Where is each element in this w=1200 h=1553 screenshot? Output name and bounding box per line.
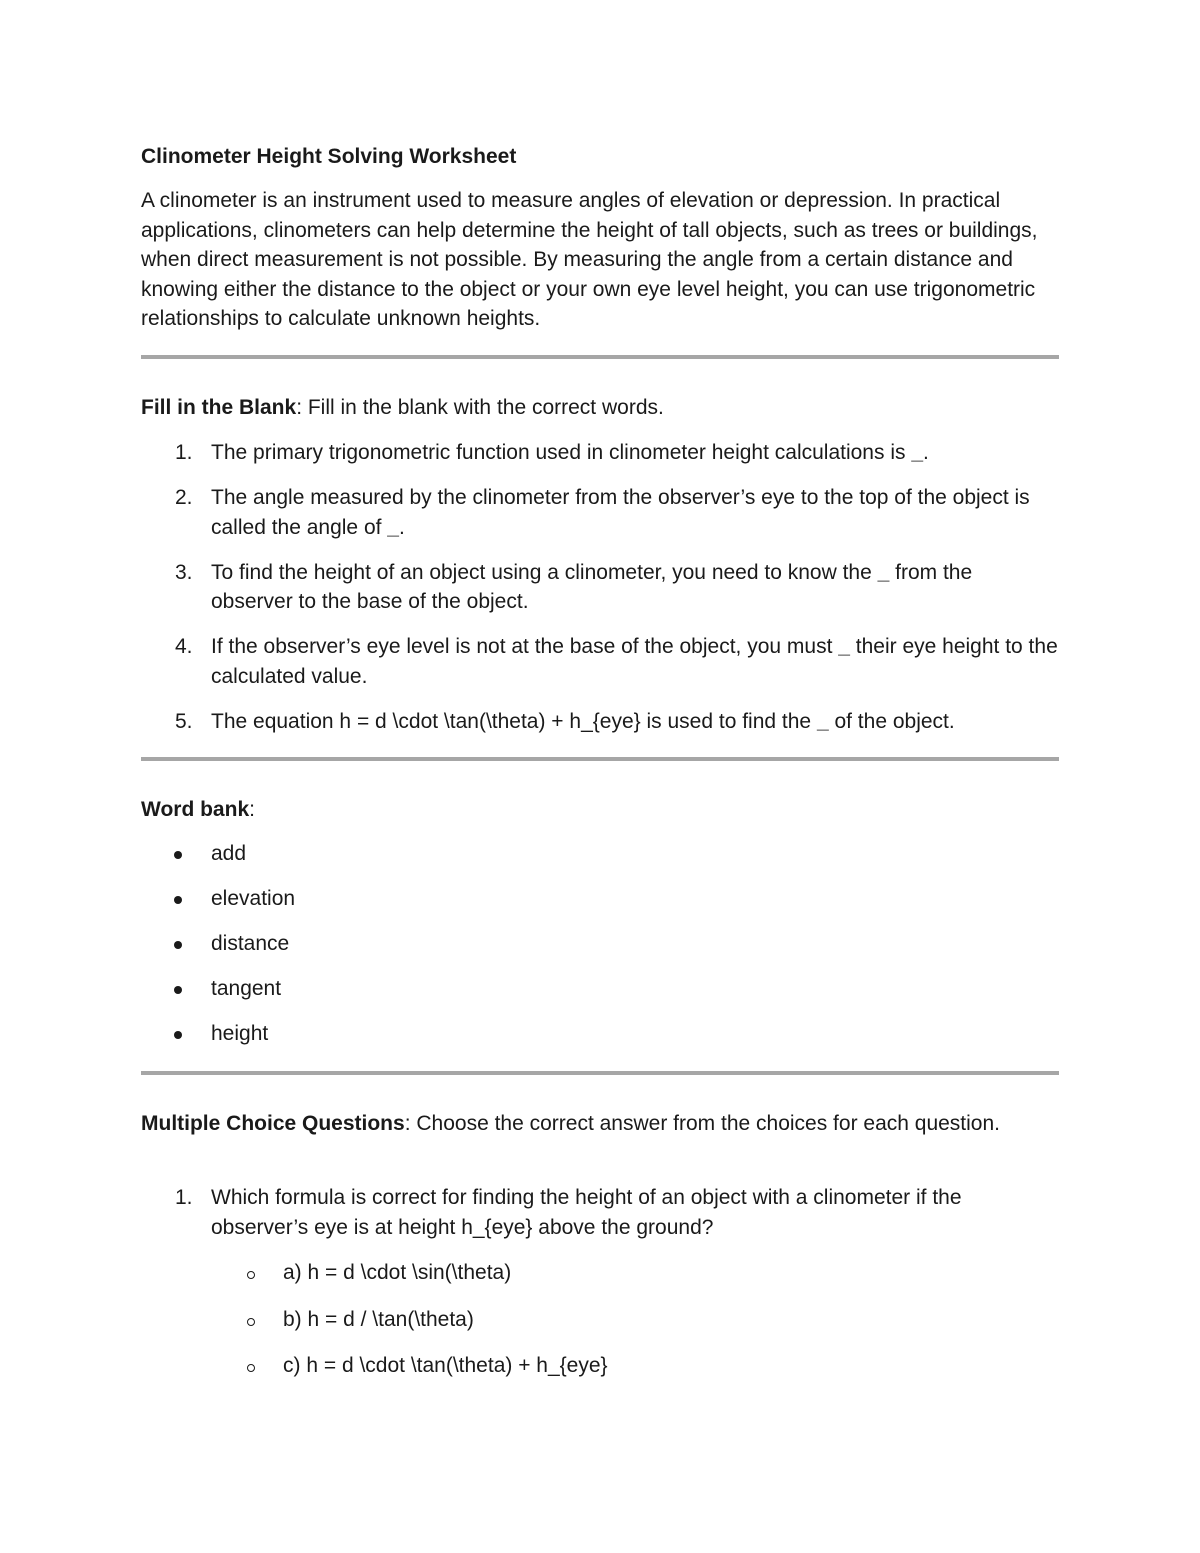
- section-divider: [141, 1071, 1059, 1075]
- intro-paragraph: A clinometer is an instrument used to measure angles of elevation or depression. In practical applications, clinometers can help determine the height of tall objects, such as trees or buildings, when direct measurement is not possible. By measuring the angle from a certain distance and knowing either the distance to the object or your own eye level height, you can use trigonometric relationships to calculate unknown heights.: [141, 189, 1038, 330]
- bullet-icon: [174, 1031, 182, 1039]
- item-text-post: of the object.: [828, 709, 955, 733]
- fill-blank-item: [141, 483, 1059, 542]
- answer-blank: _: [387, 515, 399, 539]
- item-text-post: from the observer to the base of the object.: [211, 560, 973, 613]
- word-bank-heading: [141, 795, 1059, 825]
- word-bank-item: [141, 839, 1059, 869]
- worksheet-title: Clinometer Height Solving Worksheet: [141, 145, 517, 168]
- word-bank-heading-bold: Word bank: [141, 798, 250, 821]
- word-bank-item: [141, 929, 1059, 959]
- item-text-post: their eye height to the calculated value.: [211, 635, 1058, 688]
- answer-option: [141, 1258, 1059, 1288]
- item-number: 5.: [175, 709, 193, 733]
- fill-blank-heading-rest: : Fill in the blank with the correct words.: [296, 396, 664, 419]
- answer-option: [141, 1305, 1059, 1335]
- section-divider: [141, 757, 1059, 761]
- fill-blank-item: [141, 707, 1059, 737]
- word-bank-heading-rest: :: [249, 798, 255, 821]
- option-text: a) h = d \cdot \sin(\theta): [283, 1261, 512, 1284]
- fill-blank-item: [141, 438, 1059, 468]
- answer-options: [141, 1258, 1059, 1381]
- multiple-choice-question: [141, 1183, 1059, 1242]
- bullet-icon: [174, 986, 182, 994]
- section-divider: [141, 355, 1059, 359]
- circle-bullet-icon: [247, 1364, 255, 1372]
- item-text-pre: To find the height of an object using a clinometer, you need to know the: [211, 560, 878, 584]
- bullet-icon: [174, 941, 182, 949]
- fill-blank-item: [141, 632, 1059, 691]
- option-text: c) h = d \cdot \tan(\theta) + h_{eye}: [283, 1354, 608, 1377]
- item-text-pre: If the observer’s eye level is not at the base of the object, you must: [211, 635, 839, 658]
- word-bank-word: tangent: [211, 977, 282, 1000]
- answer-blank: _: [838, 635, 850, 658]
- question-text: Which formula is correct for finding the height of an object with a clinometer if the observer’s eye is at height h_{eye} above the ground?: [211, 1186, 962, 1239]
- word-bank-item: [141, 974, 1059, 1004]
- item-number: 1.: [175, 441, 193, 464]
- word-bank-item: [141, 1019, 1059, 1049]
- question-number: 1.: [175, 1186, 193, 1209]
- word-bank-word: height: [211, 1022, 269, 1045]
- fill-blank-heading-bold: Fill in the Blank: [141, 396, 297, 419]
- item-number: 4.: [175, 635, 193, 658]
- circle-bullet-icon: [247, 1318, 255, 1326]
- word-bank-word: distance: [211, 932, 290, 955]
- item-number: 2.: [175, 486, 193, 509]
- bullet-icon: [174, 851, 182, 859]
- fill-blank-item: [141, 558, 1059, 617]
- word-bank-word: add: [211, 842, 247, 865]
- word-bank-list: [141, 839, 1059, 1049]
- item-number: 3.: [175, 560, 193, 584]
- fill-blank-list: [141, 438, 1059, 736]
- item-text-post: .: [398, 515, 405, 539]
- answer-blank: _: [911, 441, 924, 464]
- bullet-icon: [174, 896, 182, 904]
- answer-blank: _: [877, 560, 890, 584]
- item-text-pre: The equation h = d \cdot \tan(\theta) + h_{eye} is used to find the: [211, 709, 817, 733]
- item-text-pre: The angle measured by the clinometer from the observer’s eye to the top of the object is called the angle of: [211, 486, 1030, 539]
- multiple-choice-list: [141, 1183, 1059, 1242]
- circle-bullet-icon: [247, 1271, 255, 1279]
- word-bank-word: elevation: [211, 887, 296, 910]
- multiple-choice-heading-bold: Multiple Choice Questions: [141, 1112, 405, 1135]
- fill-blank-heading: [141, 393, 1059, 423]
- answer-option: [141, 1351, 1059, 1381]
- multiple-choice-heading-rest: : Choose the correct answer from the choices for each question.: [404, 1112, 1001, 1135]
- answer-blank: _: [816, 709, 829, 733]
- multiple-choice-heading: [141, 1109, 1059, 1139]
- item-text-post: .: [923, 441, 929, 464]
- option-text: b) h = d / \tan(\theta): [283, 1307, 474, 1331]
- item-text-pre: The primary trigonometric function used in clinometer height calculations is: [211, 441, 912, 464]
- word-bank-item: [141, 884, 1059, 914]
